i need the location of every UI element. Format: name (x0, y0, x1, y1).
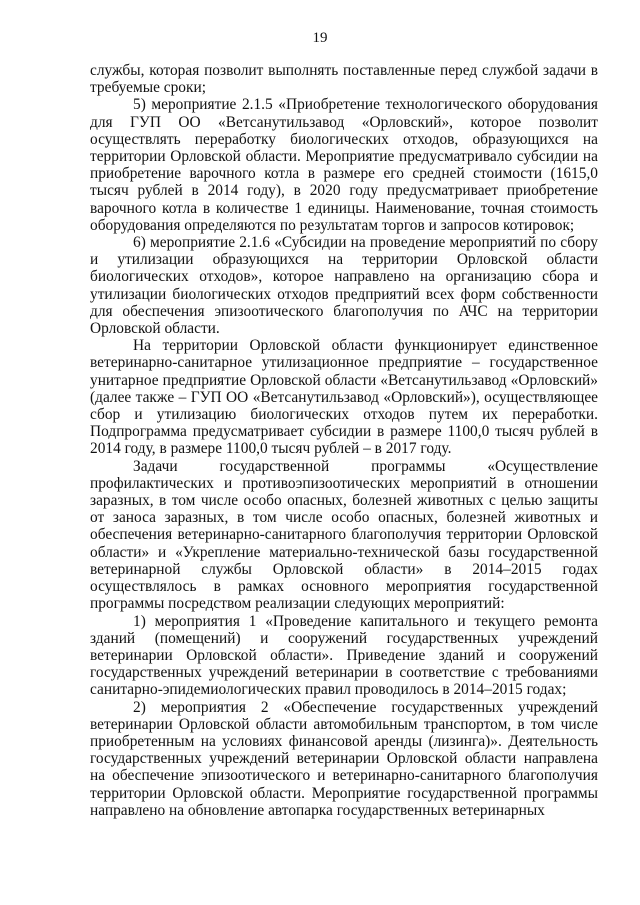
paragraph-continued: службы, которая позволит выполнять поставленные перед службой задачи в требуемые сроки; (90, 62, 598, 97)
paragraph-measure-1: 1) мероприятия 1 «Проведение капитального и текущего ремонта зданий (помещений) и сооружений государственных учреждений ветеринарии Орловской области». Приведение зданий и сооружений государственных учреждений ветеринарии в соответствие с требованиями санитарно-эпидемиологических правил проводилось в 2014–2015 годах; (90, 612, 598, 699)
paragraph-item-5: 5) мероприятие 2.1.5 «Приобретение технологического оборудования для ГУП ОО «Ветсанутильзавод «Орловский», которое позволит осуществлять переработку биологических отходов, образующихся на территории Орловской области. Мероприятие предусматривало субсидии на приобретение варочного котла в размере его средней стоимости (1615,0 тысяч рублей в 2014 году), в 2020 году предусматривает приобретение варочного котла в количестве 1 единицы. Наименование, точная стоимость оборудования определяются по результатам торгов и запросов котировок; (90, 96, 598, 234)
paragraph-measure-2: 2) мероприятия 2 «Обеспечение государственных учреждений ветеринарии Орловской области автомобильным транспортом, в том числе приобретенным на условиях финансовой аренды (лизинга)». Деятельность государственных учреждений ветеринарии Орловской области направлена на обеспечение эпизоотического и ветеринарно-санитарного благополучия территории Орловской области. Мероприятие государственной программы направлено на обновление автопарка государственных ветеринарных (90, 698, 598, 819)
page-number: 19 (312, 30, 328, 46)
paragraph-item-6: 6) мероприятие 2.1.6 «Субсидии на проведение мероприятий по сбору и утилизации образующихся на территории Орловской области биологических отходов», которое направлено на организацию сбора и утилизации биологических отходов предприятий всех форм собственности для обеспечения эпизоотического благополучия по АЧС на территории Орловской области. (90, 234, 598, 338)
paragraph-enterprise: На территории Орловской области функционирует единственное ветеринарно-санитарное утилизационное предприятие – государственное унитарное предприятие Орловской области «Ветсанутильзавод «Орловский» (далее также – ГУП ОО «Ветсанутильзавод «Орловский»), осуществляющее сбор и утилизацию биологических отходов путем их переработки. Подпрограмма предусматривает субсидии в размере 1100,0 тысяч рублей в 2014 году, в размере 1100,0 тысяч рублей – в 2017 году. (90, 337, 598, 458)
paragraph-tasks: Задачи государственной программы «Осуществление профилактических и противоэпизоотических мероприятий в отношении заразных, в том числе особо опасных, болезней животных с целью защиты от заноса заразных, в том числе особо опасных, болезней животных и обеспечения ветеринарно-санитарного благополучия территории Орловской области» и «Укрепление материально-технической базы государственной ветеринарной службы Орловской области» в 2014–2015 годах осуществлялось в рамках основного мероприятия государственной программы посредством реализации следующих мероприятий: (90, 457, 598, 613)
document-body (90, 62, 598, 819)
